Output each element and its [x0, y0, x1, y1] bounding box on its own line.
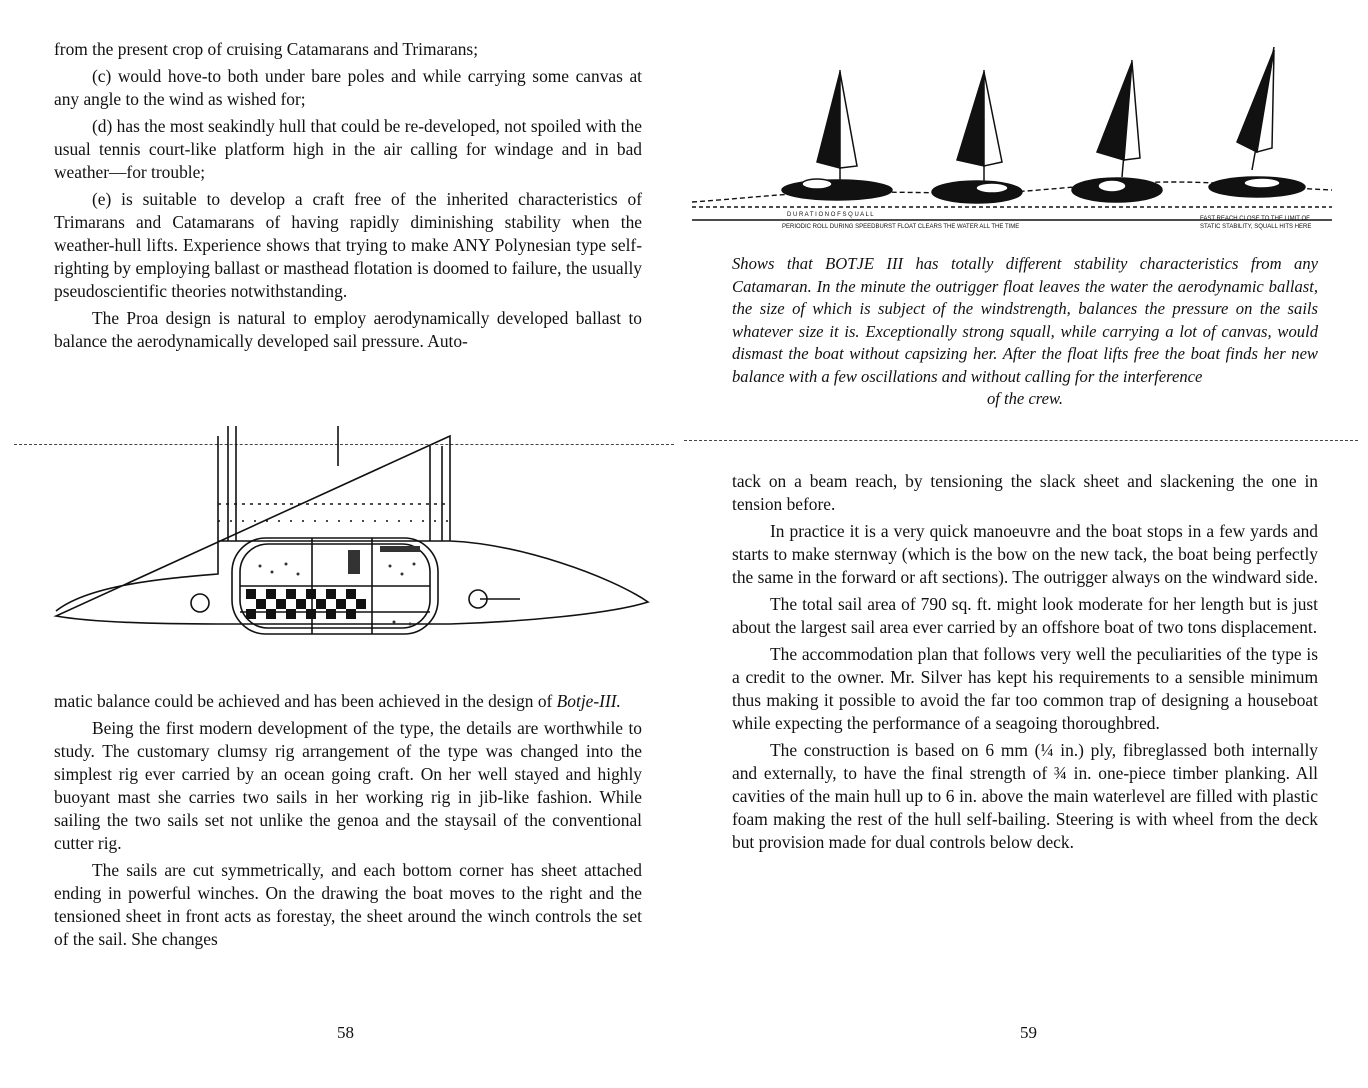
boat-name: Botje-III.: [556, 691, 621, 711]
caption-text: Shows that BOTJE III has totally different stability characteristics from any Catamaran. In the minute the outrigger float leaves the water the aerodynamic ballast, the size of which is subject of the windstrength, balances the pressure on the sails whatever size it is. Exceptionally strong squall, while carrying a lot of canvas, would dismast the boat without capsizing her. After the float lifts free the boat finds her new balance with a few oscillations and without calling for the interference: [732, 254, 1318, 386]
figure-label-reach: FAST REACH CLOSE TO THE LIMIT OF: [1200, 216, 1310, 222]
paragraph: The construction is based on 6 mm (¼ in.) ply, fibreglassed both internally and externally, to have the final strength of ¾ in. one-piece timber planking. All cavities of the main hull up to 6 in. above the main waterlevel are filled with plastic foam making the rest of the hull self-bailing. Steering is with wheel from the deck but provision made for dual controls below deck.: [732, 740, 1318, 852]
stability-sequence-figure: [692, 42, 1342, 242]
right-page: [684, 0, 1368, 1088]
paragraph: Being the first modern development of the type, the details are worthwhile to study. The customary clumsy rig arrangement of the type was changed into the simplest rig ever carried by an ocean going craft. On her well stayed and highly buoyant mast she carries two sails in her working rig in jib-like fashion. While sailing the two sails set not unlike the genoa and the staysail of the conventional cutter rig.: [54, 718, 642, 853]
paragraph: The Proa design is natural to employ aerodynamically developed ballast to balance the aerodynamically developed sail pressure. Auto-: [54, 308, 642, 351]
paragraph: The sails are cut symmetrically, and each bottom corner has sheet attached ending in powerful winches. On the drawing the boat moves to the right and the tensioned sheet in front acts as forestay, the sheet around the winch controls the set of the sail. She changes: [54, 860, 642, 949]
left-top-text: [54, 38, 642, 357]
paragraph: matic balance could be achieved and has been achieved in the design of Botje-III.: [54, 691, 621, 711]
page-number-right: 59: [1020, 1023, 1037, 1042]
paragraph: (c) would hove-to both under bare poles and while carrying some canvas at any angle to the wind as wished for;: [54, 66, 642, 109]
paragraph: from the present crop of cruising Catamarans and Trimarans;: [54, 39, 479, 59]
right-text: [732, 470, 1318, 858]
figure-divider-right: [684, 440, 1358, 441]
figure-label-roll: PERIODIC ROLL DURING SPEEDBURST FLOAT CLEARS THE WATER ALL THE TIME: [782, 224, 1020, 230]
paragraph: (d) has the most seakindly hull that could be re-developed, not spoiled with the usual tennis court-like platform high in the air calling for windage and in bad weather—for trouble;: [54, 116, 642, 182]
paragraph: In practice it is a very quick manoeuvre and the boat stops in a few yards and starts to make sternway (which is the bow on the new tack, the boat being perfectly the same in the forward or aft sections). The outrigger always on the windward side.: [732, 521, 1318, 587]
accommodation-plan-drawing: [50, 426, 670, 651]
page-number-left: 58: [337, 1023, 354, 1042]
figure-caption: [732, 253, 1318, 411]
left-bottom-text: [54, 690, 642, 955]
paragraph: The total sail area of 790 sq. ft. might look moderate for her length but is just about the largest sail area ever carried by an offshore boat of two tons displacement.: [732, 594, 1318, 637]
figure-label-stability: STATIC STABILITY, SQUALL HITS HERE: [1200, 224, 1312, 230]
caption-last-line: of the crew.: [986, 389, 1064, 408]
paragraph: The accommodation plan that follows very well the peculiarities of the type is a credit to the owner. Mr. Silver has kept his requirements to a sensible minimum thus making it possible to avoid the far too common trap of designing a houseboat while expecting the performance of a seagoing thoroughbred.: [732, 644, 1318, 733]
paragraph: tack on a beam reach, by tensioning the slack sheet and slackening the one in tension before.: [732, 471, 1318, 514]
paragraph: (e) is suitable to develop a craft free of the inherited characteristics of Trimarans and Catamarans of having rapidly diminishing stability when the weather-hull lifts. Experience shows that trying to make ANY Polynesian type self-righting by employing ballast or masthead flotation is doomed to failure, the usually pseudoscientific theories notwithstanding.: [54, 189, 642, 301]
figure-label-squall: D U R A T I O N O F S Q U A L L: [787, 212, 874, 218]
